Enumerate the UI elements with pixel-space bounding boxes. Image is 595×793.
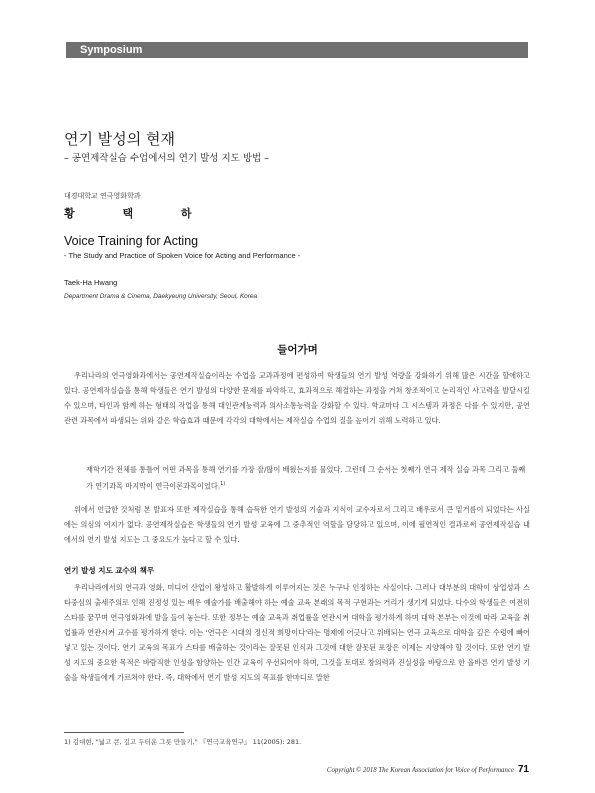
author-english: Taek-Ha Hwang bbox=[64, 278, 118, 287]
paragraph-intro-text: 우리나라의 연극영화과에서는 공연제작실습이라는 수업을 교과과정에 편성하여 학생들의 연기 발성 역량을 강화하기 위해 많은 시간을 할애하고 있다. 공연제작실습을 통해 학생들은 연기 발성의 다양한 문제를 파악하고, 효과적으로 해결하는 과정을 거쳐 창조적이고 논리적인 사고력을 발달시킬 수 있으며, 타인과 함께 하는 형태의 작업을 통해 대인관계능력과 의사소통능력을 강화할 수 있다. 학교마다 그 시스템과 과정은 다를 수 있지만, 공연관련 과목에서 파생되는 위와 같은 학습효과 때문에 각각의 대학에서는 제작실습 수업의 질을 높이기 위해 노력하고 있다. bbox=[64, 371, 530, 425]
affiliation-english: Department Drama & Cinema, Daekyeung University, Seoul, Korea bbox=[64, 293, 258, 300]
copyright-text: Copyright © 2018 The Korean Association for Voice of Performance bbox=[326, 767, 514, 774]
subtitle-korean: – 공연제작실습 수업에서의 연기 발성 지도 방법 – bbox=[64, 153, 270, 164]
paragraph-third bbox=[64, 580, 530, 685]
affiliation-korean: 대경대학교 연극영화학과 bbox=[64, 192, 141, 200]
subheading: 연기 발성 지도 교수의 책무 bbox=[64, 566, 155, 575]
title-korean: 연기 발성의 현재 bbox=[64, 130, 175, 148]
paragraph-intro bbox=[64, 368, 530, 428]
title-english: Voice Training for Acting bbox=[64, 234, 199, 248]
paragraph-third-text: 우리나라에서의 연극과 영화, 미디어 산업이 왕성하고 활발하게 이루어지는 것은 누구나 인정하는 사실이다. 그러나 대부분의 대학이 상업성과 스타중심의 출세주의로 인해 진정성 있는 배우 예술가를 배출해야 하는 예술 교육 본래의 목적 구현과는 거리가 생기게 되었다. 다수의 학생들은 여전히 스타를 꿈꾸며 연극영화과에 발을 들여 놓는다. 또한 정부는 예술 교육과 취업률을 연관시켜 대학을 평가하게 하며 대학 본부는 이것에 따라 교육을 취업률과 연관시켜 교수를 평가하게 한다. 이는 '연극은 시대의 정신적 희망이다'라는 명제에 어긋나고 위배되는 연극 교육으로 대학을 깊은 수렁에 빠어 넣고 있는 것이다. 연기 교육의 목표가 스타를 배출하는 것이라는 잘못된 인식과 그것에 대한 잘못된 포장은 이제는 지양해야 할 것이다. 또한 연기 발성 지도의 중요한 목적은 바람직한 인성을 함양하는 인간 교육이 우선되어야 하며, 그것을 토대로 창의력과 진실성을 바탕으로 한 올바른 연기 발성 기술을 학생들에게 가르쳐야 한다. 즉, 대학에서 연기 발성 지도의 목표를 한마디로 말한 bbox=[64, 583, 530, 682]
paragraph-second bbox=[64, 502, 530, 547]
footnote-marker: 1) bbox=[220, 481, 226, 487]
paragraph-second-text: 위에서 언급한 것처럼 본 발표자 또한 제작실습을 통해 습득한 연기 발성의 기술과 지식이 교수자로서 그리고 배우로서 큰 밑거름이 되었다는 사실에는 의심의 여지가 없다. 공연제작실습은 학생들의 연기 발성 교육에 그 중추적인 역할을 담당하고 있으며, 이에 필연적인 결과로써 공연제작실습 내에서의 연기 발성 지도는 그 중요도가 높다고 할 수 있다. bbox=[64, 505, 530, 544]
section-heading: 들어가며 bbox=[277, 344, 318, 356]
subtitle-english: - The Study and Practice of Spoken Voice for Acting and Performance - bbox=[64, 251, 301, 260]
page-footer bbox=[327, 764, 529, 775]
section-banner bbox=[66, 42, 528, 58]
author-korean: 황 택 하 bbox=[64, 207, 214, 220]
footnote-divider bbox=[64, 732, 184, 733]
block-quote-text: 재학기간 전체를 통틀어 어떤 과목을 통해 연기를 가장 잘/많이 배웠는지를 물었다. 그런데 그 순서는 첫째가 연극 제작 실습 과목 그리고 둘째가 연기과목 마지막이 연극이론과목이었다. bbox=[86, 465, 526, 491]
footnote: 1) 김대현, "넓고 큰, 깊고 두터운 그릇 만들기," 『연극교육연구』 11(2005): 281. bbox=[64, 738, 302, 746]
page-number: 71 bbox=[517, 764, 529, 775]
section-label: Symposium bbox=[80, 44, 143, 56]
block-quote bbox=[86, 462, 526, 493]
